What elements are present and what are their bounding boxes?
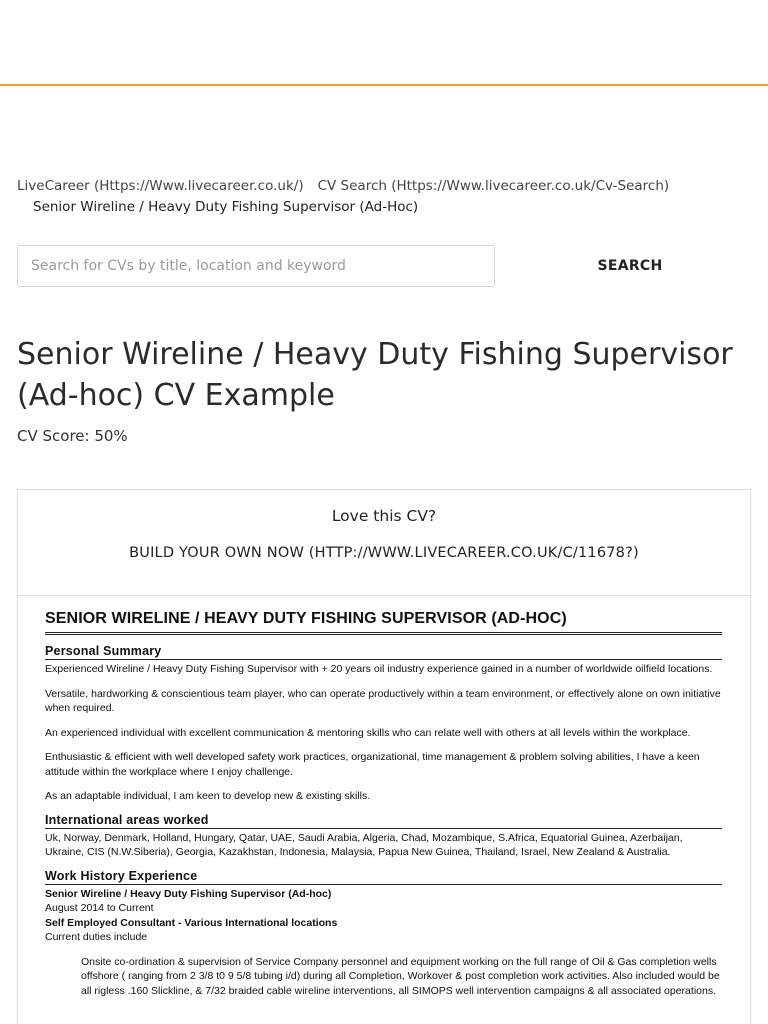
areas-heading: International areas worked [45,813,722,829]
summary-paragraph: An experienced individual with excellent communication & mentoring skills who can relate well with others at all levels within the workplace. [45,726,691,739]
job-duty-paragraph: Onsite co-ordination & supervision of Service Company personnel and equipment working on the full range of Oil & Gas completion wells offshore ( ranging from 2 3/8 t0 9 5/8 tubing i/d) during all Completion, Workover & post completion work activities. Also included would be all rigless .160 Slickline, & 7/32 braided cable wireline interventions, all SIMOPS well intervention campaigns & all associated operations. [81,955,720,997]
job-intro: Current duties include [45,931,148,943]
summary-paragraph: Experienced Wireline / Heavy Duty Fishing Supervisor with + 20 years oil industry experience gained in a number of worldwide oilfield locations. [45,663,713,675]
summary-paragraph: As an adaptable individual, I am keen to develop new & existing skills. [45,790,371,802]
search-box [17,245,495,287]
breadcrumb-link-cv-search[interactable]: CV Search (Https://Www.livecareer.co.uk/Cv-Search) [317,178,670,194]
cv-score: CV Score: 50% [17,427,128,445]
breadcrumb-link-livecareer[interactable]: LiveCareer (Https://Www.livecareer.co.uk/) [17,178,304,194]
breadcrumb [17,176,757,218]
job-company: Self Employed Consultant - Various International locations [45,916,338,929]
summary-paragraph: Versatile, hardworking & conscientious team player, who can operate productively within a team environment, or effectively alone on own initiative when required. [45,687,721,714]
areas-paragraph: Uk, Norway, Denmark, Holland, Hungary, Qatar, UAE, Saudi Arabia, Algeria, Chad, Mozambique, S.Africa, Equatorial Guinea, Azerbaijan, Ukraine, CIS (N.W.Siberia), Georgia, Kazakhstan, Indonesia, Malaysia, Papua New Guinea, Thailand, Israel, New Zealand & Australia. [45,831,683,858]
breadcrumb-current: Senior Wireline / Heavy Duty Fishing Supervisor (Ad-Hoc) [33,199,419,215]
cv-document [18,596,750,998]
page-title: Senior Wireline / Heavy Duty Fishing Supervisor (Ad-hoc) CV Example [17,337,733,413]
job-date: August 2014 to Current [45,902,154,914]
job-title: Senior Wireline / Heavy Duty Fishing Supervisor (Ad-hoc) [45,887,332,900]
summary-heading: Personal Summary [45,644,722,660]
love-this-cv-text: Love this CV? [331,507,437,525]
cv-name-heading: SENIOR WIRELINE / HEAVY DUTY FISHING SUPERVISOR (AD-HOC) [45,610,722,635]
summary-paragraph: Enthusiastic & efficient with well developed safety work practices, organizational, time management & problem solving abilities, I have a keen attitude within the workplace where I enjoy challenge. [45,751,700,778]
search-button[interactable]: SEARCH [560,245,700,287]
search-input[interactable] [18,246,494,286]
work-history-heading: Work History Experience [45,869,722,885]
cv-card-header [18,490,750,596]
build-your-own-link[interactable]: BUILD YOUR OWN NOW (HTTP://WWW.LIVECAREER.CO.UK/C/11678?) [129,545,639,561]
cv-card [17,489,751,1024]
top-header-bar [0,0,768,86]
